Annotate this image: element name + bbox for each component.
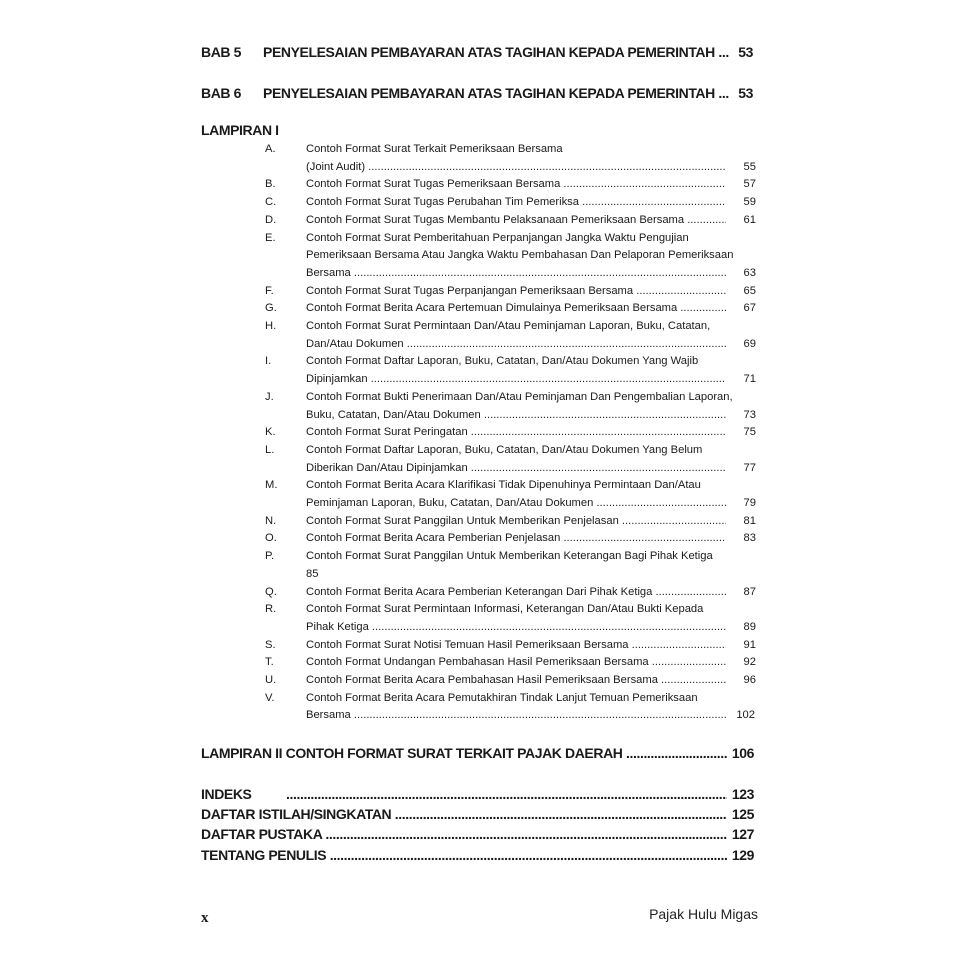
lampiran-item-text[interactable]: Contoh Format Surat Permintaan Informasi, Keterangan Dan/Atau Bukti Kepada xyxy=(306,603,704,616)
lampiran-item-page: 57 xyxy=(743,178,756,191)
lampiran-item-page: 63 xyxy=(743,266,756,279)
page-number-roman: x xyxy=(201,910,209,926)
bab-number: BAB 6 xyxy=(201,85,242,101)
lampiran-item-text[interactable]: Contoh Format Berita Acara Pemberian Keterangan Dari Pihak Ketiga ..... xyxy=(306,583,726,601)
lampiran-item-letter: J. xyxy=(265,390,274,403)
bab-title: PENYELESAIAN PEMBAYARAN ATAS TAGIHAN KEPADA PEMERINTAH ..... xyxy=(263,44,729,60)
lampiran-item-text[interactable]: Peminjaman Laporan, Buku, Catatan, Dan/Atau Dokumen ..... xyxy=(306,494,726,512)
lampiran-item-page: 91 xyxy=(743,638,756,651)
lampiran-2-page: 106 xyxy=(731,745,754,761)
lampiran-item-text[interactable]: Contoh Format Berita Acara Pertemuan Dimulainya Pemeriksaan Bersama ..... xyxy=(306,299,726,317)
lampiran-item-text[interactable]: Diberikan Dan/Atau Dipinjamkan ..... xyxy=(306,459,726,477)
toc-indeks-page: 123 xyxy=(731,786,754,802)
lampiran-item-text[interactable]: Pihak Ketiga ..... xyxy=(306,618,726,636)
bab-title: PENYELESAIAN PEMBAYARAN ATAS TAGIHAN KEPADA PEMERINTAH ..... xyxy=(263,85,729,101)
lampiran-item-text[interactable]: Contoh Format Surat Permintaan Dan/Atau Peminjaman Laporan, Buku, Catatan, xyxy=(306,320,711,332)
toc-daftar-istilah-page: 125 xyxy=(731,806,754,822)
lampiran-item-page: 89 xyxy=(743,620,756,633)
lampiran-item-page: 69 xyxy=(743,337,756,350)
lampiran-item-letter: H. xyxy=(265,320,277,332)
toc-bab-5[interactable] xyxy=(201,44,753,62)
lampiran-item-page: 92 xyxy=(743,656,756,669)
lampiran-item-text[interactable]: Contoh Format Surat Panggilan Untuk Memberikan Penjelasan ..... xyxy=(306,512,726,530)
lampiran-item-page: 102 xyxy=(736,709,755,722)
running-footer-title: Pajak Hulu Migas xyxy=(649,906,758,922)
lampiran-item-page: 65 xyxy=(743,284,756,297)
lampiran-item-text[interactable]: Contoh Format Daftar Laporan, Buku, Catatan, Dan/Atau Dokumen Yang Wajib xyxy=(306,355,699,368)
toc-indeks-title[interactable]: INDEKS xyxy=(201,786,252,802)
lampiran-item-letter: O. xyxy=(265,532,277,545)
lampiran-2-title[interactable]: LAMPIRAN II CONTOH FORMAT SURAT TERKAIT PAJAK DAERAH ..... xyxy=(201,743,727,763)
lampiran-item-letter: M. xyxy=(265,479,278,492)
lampiran-item-text[interactable]: Buku, Catatan, Dan/Atau Dokumen ..... xyxy=(306,406,726,424)
lampiran-item-page: 73 xyxy=(743,408,756,421)
toc-daftar-pustaka[interactable]: DAFTAR PUSTAKA ..... xyxy=(201,824,727,844)
toc-bab-6[interactable] xyxy=(201,85,753,103)
lampiran-item-page: 81 xyxy=(743,514,756,527)
toc-daftar-istilah[interactable]: DAFTAR ISTILAH/SINGKATAN ..... xyxy=(201,804,727,824)
lampiran-item-page: 79 xyxy=(743,497,756,509)
lampiran-item-letter: T. xyxy=(265,656,274,669)
lampiran-item-text[interactable]: Contoh Format Berita Acara Pemberian Penjelasan ..... xyxy=(306,529,726,547)
lampiran-item-text[interactable]: Contoh Format Berita Acara Klarifikasi Tidak Dipenuhinya Permintaan Dan/Atau xyxy=(306,479,701,492)
lampiran-item-letter: P. xyxy=(265,550,275,563)
lampiran-item-page: 61 xyxy=(743,213,756,226)
lampiran-item-text[interactable]: Contoh Format Surat Pemberitahuan Perpanjangan Jangka Waktu Pengujian xyxy=(306,231,689,244)
lampiran-item-letter: Q. xyxy=(265,585,277,598)
lampiran-item-letter: I. xyxy=(265,355,272,368)
lampiran-item-text[interactable]: Contoh Format Berita Acara Pembahasan Hasil Pemeriksaan Bersama ..... xyxy=(306,671,726,689)
lampiran-item-text[interactable]: Contoh Format Surat Tugas Pemeriksaan Bersama ..... xyxy=(306,175,726,193)
lampiran-item-page: 67 xyxy=(743,302,756,315)
lampiran-item-letter: L. xyxy=(265,443,275,456)
bab-page: 53 xyxy=(738,44,753,60)
lampiran-item-text[interactable]: Contoh Format Surat Notisi Temuan Hasil Pemeriksaan Bersama ..... xyxy=(306,636,726,654)
toc-tentang-penulis[interactable]: TENTANG PENULIS ..... xyxy=(201,845,727,865)
toc-indeks-dots xyxy=(286,784,727,804)
lampiran-item-text[interactable]: Dipinjamkan ..... xyxy=(306,370,726,388)
lampiran-item-text[interactable]: Contoh Format Surat Peringatan ..... xyxy=(306,423,726,441)
lampiran-item-text[interactable]: (Joint Audit) ..... xyxy=(306,158,726,176)
lampiran-item-text[interactable]: Contoh Format Surat Tugas Perpanjangan Pemeriksaan Bersama ..... xyxy=(306,282,726,300)
lampiran-item-text[interactable]: Pemeriksaan Bersama Atau Jangka Waktu Pembahasan Dan Pelaporan Pemeriksaan xyxy=(306,249,734,262)
bab-number: BAB 5 xyxy=(201,44,242,60)
lampiran-item-letter: K. xyxy=(265,426,276,439)
lampiran-item-letter: D. xyxy=(265,213,277,226)
toc-tentang-penulis-page: 129 xyxy=(731,847,754,863)
lampiran-item-text[interactable]: Contoh Format Berita Acara Pemutakhiran Tindak Lanjut Temuan Pemeriksaan xyxy=(306,691,698,704)
lampiran-item-letter: A. xyxy=(265,143,276,155)
toc-daftar-pustaka-page: 127 xyxy=(731,826,754,842)
lampiran-item-page: 96 xyxy=(743,674,756,686)
lampiran-item-page: 83 xyxy=(743,532,756,545)
lampiran-item-page: 87 xyxy=(743,585,756,598)
lampiran-item-text[interactable]: Contoh Format Surat Tugas Membantu Pelaksanaan Pemeriksaan Bersama ..... xyxy=(306,211,726,229)
lampiran-item-letter: V. xyxy=(265,691,275,704)
lampiran-item-text[interactable]: Contoh Format Surat Panggilan Untuk Memberikan Keterangan Bagi Pihak Ketiga xyxy=(306,550,713,563)
lampiran-item-letter: B. xyxy=(265,178,276,191)
lampiran-item-letter: R. xyxy=(265,603,277,616)
lampiran-item-text[interactable]: Contoh Format Daftar Laporan, Buku, Catatan, Dan/Atau Dokumen Yang Belum xyxy=(306,443,703,456)
lampiran-item-text[interactable]: Contoh Format Undangan Pembahasan Hasil Pemeriksaan Bersama ..... xyxy=(306,653,726,671)
lampiran-item-text[interactable]: Dan/Atau Dokumen ..... xyxy=(306,335,726,353)
lampiran-item-letter: U. xyxy=(265,674,277,686)
lampiran-item-text[interactable]: 85 xyxy=(306,567,319,580)
lampiran-item-text[interactable]: Contoh Format Surat Tugas Perubahan Tim Pemeriksa ..... xyxy=(306,193,726,211)
lampiran-item-letter: S. xyxy=(265,638,276,651)
lampiran-item-letter: C. xyxy=(265,196,277,209)
lampiran-item-letter: F. xyxy=(265,284,274,297)
lampiran-item-letter: G. xyxy=(265,302,277,315)
lampiran-1-heading: LAMPIRAN I xyxy=(201,122,279,138)
lampiran-item-letter: E. xyxy=(265,231,276,244)
lampiran-item-letter: N. xyxy=(265,514,277,527)
lampiran-item-text[interactable]: Contoh Format Surat Terkait Pemeriksaan Bersama xyxy=(306,143,563,155)
lampiran-item-text[interactable]: Bersama ..... xyxy=(306,706,726,724)
lampiran-item-page: 77 xyxy=(743,461,756,474)
lampiran-item-page: 71 xyxy=(743,373,756,386)
lampiran-item-text[interactable]: Contoh Format Bukti Penerimaan Dan/Atau Peminjaman Dan Pengembalian Laporan, xyxy=(306,390,733,403)
lampiran-item-page: 55 xyxy=(743,160,756,173)
lampiran-item-text[interactable]: Bersama ..... xyxy=(306,264,726,282)
bab-page: 53 xyxy=(738,85,753,101)
lampiran-item-page: 75 xyxy=(743,426,756,439)
lampiran-item-page: 59 xyxy=(743,196,756,209)
